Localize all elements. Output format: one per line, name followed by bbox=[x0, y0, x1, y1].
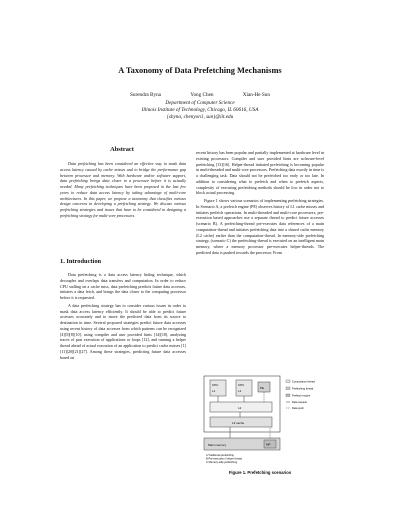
legend-label: Data request bbox=[292, 401, 307, 404]
l2-label: L2 bbox=[238, 406, 242, 410]
right-column-body bbox=[196, 150, 324, 256]
l1-label: L1 bbox=[238, 389, 242, 393]
legend-label: Prefetch engine bbox=[292, 394, 311, 398]
paper-title: A Taxonomy of Data Prefetching Mechanisms bbox=[118, 66, 282, 75]
abstract-body bbox=[60, 161, 186, 219]
abstract-heading: Abstract bbox=[110, 146, 134, 153]
l1-label: L1 bbox=[212, 389, 216, 393]
legend-label: Prefetching thread bbox=[292, 387, 314, 391]
scenario-label: A Traditional prefetching bbox=[206, 454, 234, 457]
affiliation-institution: Illinois Institute of Technology, Chicago, IL 60616, USA bbox=[141, 107, 259, 113]
paragraph: Data prefetching is a data access latency hiding technique, which decouples and overlaps data transfers and computation. In order to reduce CPU stalling on a cache miss, data prefetching predicts future data accesses, initiates a data fetch, and brings the data closer to the computing processor before it is requested. bbox=[60, 272, 186, 300]
author-list bbox=[130, 92, 270, 99]
legend-swatch bbox=[286, 387, 290, 390]
author-name: Xian-He Sun bbox=[242, 92, 270, 98]
legend-label: Computation thread bbox=[292, 380, 315, 384]
paragraph: Figure 1 shows various scenarios of implementing prefetching strategies. In Scenario A, a prefetch engine (PE) observes history of L1 cache misses and initiates prefetch operations. In multi-threaded and multi-core processors, pre-execution based approaches use a separate thread to predict future accesses (scenario B). A prefetching-thread pre-executes data references of a main computation-thread and initiates prefetching data into a shared cache memory (L2 cache) earlier than the computation-thread. In memory-side prefetching strategy, (scenario C) the prefetching-thread is executed on an intelligent main memory, where a memory processor pre-executes helper-threads. The predicted data is pushed towards the processor. From bbox=[196, 198, 324, 255]
pe-label: PE bbox=[260, 386, 265, 390]
paragraph: recent history has been popular and partially implemented at hardware level in existing processors. Compiler and user provided hints are software-level prefetching [13][16]. Helper-thread initiated prefetching is becoming popular in multi-threaded and multi-core processors. Prefetching data exactly in time is a challenging task. Data should not be prefetched too early or too late. In addition to considering what to prefetch and when to prefetch aspects, complexity of executing prefetching methods should be low in order not to block actual processing. bbox=[196, 150, 324, 196]
cpu-label: CPU bbox=[238, 383, 245, 387]
introduction-body bbox=[60, 272, 186, 360]
figure-legend-bottom bbox=[206, 453, 242, 464]
abstract-text: Data prefetching has been considered an effective way to mask data access latency caused by cache misses and to bridge the performance gap between processor and memory. With hardware and/or software support, data prefetching brings data closer to a processor before it is actually needed. Many prefetching techniques have been proposed in the last few years to reduce data access latency by taking advantage of multi-core architectures. In this paper, we propose a taxonomy that classifies various design concerns in developing a prefetching strategy. We discuss various prefetching strategies and issues that have to be considered in designing a prefetching strategy for multi-core processors. bbox=[60, 161, 186, 218]
author-name: Surendra Byna bbox=[130, 92, 161, 98]
legend-swatch bbox=[286, 394, 290, 397]
author-name: Yong Chen bbox=[190, 92, 214, 98]
legend-label: Data push bbox=[292, 407, 304, 410]
cpu-label: CPU bbox=[212, 383, 219, 387]
main-memory-label: Main memory bbox=[208, 443, 227, 447]
l3-label: L3 cache bbox=[232, 421, 245, 425]
mp-label: MP bbox=[266, 442, 271, 447]
paragraph: A data prefetching strategy has to consider various issues in order to mask data access latency efficiently. It should be able to predict future accesses accurately and to move the predicted data from its source to destination in time. Several proposed strategies predict future data accesses using recent history of data accesses from which patterns can be recognized [4][5][8][10], using compiler and user provided hints [14][18], analyzing traces of past execution of applications or loops [12], and running a helper thread ahead of actual execution of an application to predict cache misses [1][11][20][21][27]. Among these strategies, predicting future data accesses based on bbox=[60, 302, 186, 360]
scenario-label: C Memory-side prefetching bbox=[206, 461, 238, 464]
legend-swatch bbox=[286, 380, 290, 383]
figure-legend-right bbox=[286, 380, 315, 411]
affiliation-emails: {sbyna, chenyon1, sun}@iit.edu bbox=[166, 114, 234, 120]
affiliation-department: Department of Computer Science bbox=[165, 100, 235, 106]
scenario-label: B Pre-execution / helper thread bbox=[206, 457, 242, 461]
introduction-heading: 1. Introduction bbox=[60, 258, 102, 265]
figure-caption: Figure 1. Prefetching scenarios bbox=[228, 470, 292, 475]
prefetching-scenarios-figure bbox=[200, 374, 322, 464]
